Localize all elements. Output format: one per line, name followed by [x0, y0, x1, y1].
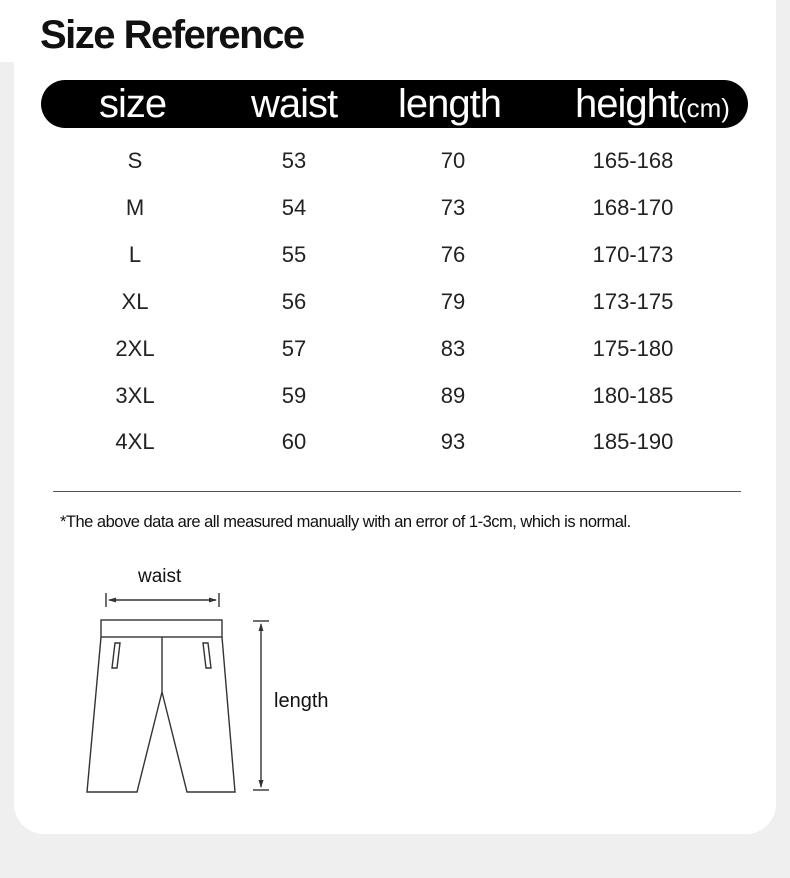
- waist-cell: 59: [281, 383, 307, 408]
- length-cell: 83: [440, 336, 466, 361]
- header-length: length: [398, 82, 501, 126]
- waist-cell: 54: [281, 195, 307, 220]
- waist-cell: 57: [281, 336, 307, 361]
- size-cell: 2XL: [115, 336, 155, 361]
- length-cell: 89: [440, 383, 466, 408]
- size-cell: M: [125, 195, 145, 220]
- header-size: size: [99, 82, 167, 126]
- length-cell: 73: [440, 195, 466, 220]
- waist-cell: 55: [281, 242, 307, 267]
- waist-label: waist: [138, 566, 182, 587]
- waist-arrow-icon: [106, 593, 219, 607]
- waist-cell: 60: [281, 429, 307, 454]
- height-cell: 165-168: [592, 148, 674, 173]
- waist-cell: 56: [281, 289, 307, 314]
- height-cell: 168-170: [592, 195, 674, 220]
- page-title: Size Reference: [40, 13, 304, 57]
- height-cell: 175-180: [592, 336, 674, 361]
- length-label: length: [274, 690, 329, 712]
- size-cell: 4XL: [115, 429, 155, 454]
- length-cell: 93: [440, 429, 466, 454]
- header-height-unit: (cm): [677, 93, 730, 123]
- height-cell: 170-173: [592, 242, 674, 267]
- size-cell: L: [128, 242, 142, 267]
- length-cell: 76: [440, 242, 466, 267]
- waist-cell: 53: [281, 148, 307, 173]
- header-height-label: height: [575, 82, 678, 126]
- size-cell: 3XL: [115, 383, 155, 408]
- length-arrow-icon: [253, 621, 269, 790]
- header-waist: waist: [251, 82, 338, 126]
- size-cell: XL: [121, 289, 149, 314]
- height-cell: 185-190: [592, 429, 674, 454]
- length-cell: 70: [440, 148, 466, 173]
- size-cell: S: [127, 148, 143, 173]
- measurement-note: *The above data are all measured manually with an error of 1-3cm, which is normal.: [60, 513, 631, 531]
- height-cell: 180-185: [592, 383, 674, 408]
- length-cell: 79: [440, 289, 466, 314]
- pants-outline-icon: [87, 620, 235, 792]
- height-cell: 173-175: [592, 289, 674, 314]
